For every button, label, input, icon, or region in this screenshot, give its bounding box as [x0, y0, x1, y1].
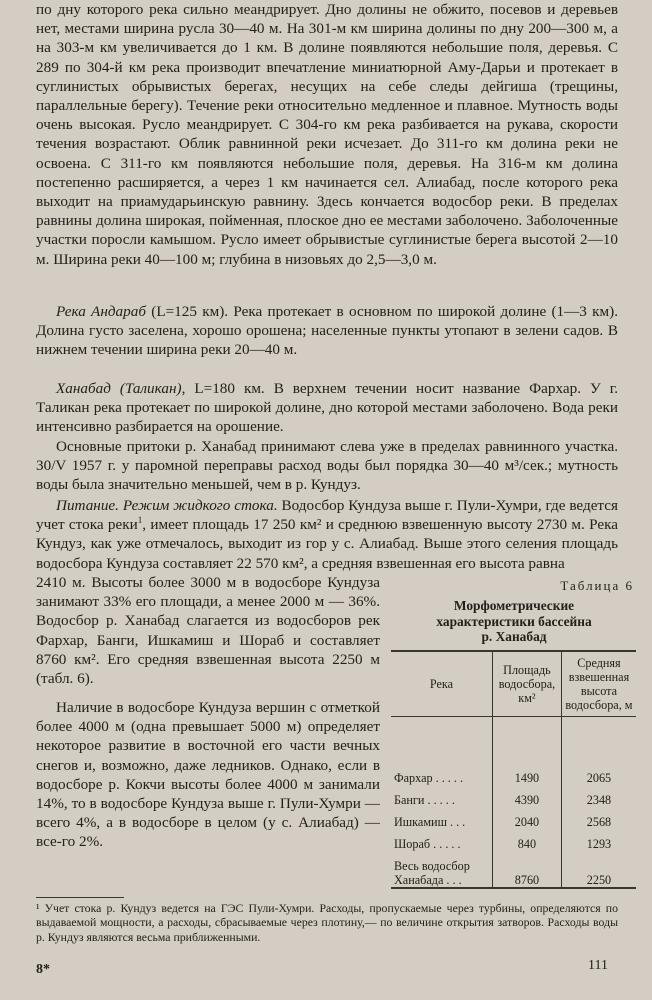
footnote: ¹ Учет стока р. Кундуз ведется на ГЭС Пули-Хумри. Расходы, пропускаемые через турбины, определяются по выдаваемой мощности, а расходы, сбрасываемые через плотину,— по величине открытия затворов. Расходы воды р. Кундуз являются весьма приближенными. — [36, 901, 618, 944]
page-signature: 8* — [36, 962, 50, 977]
table-header-row — [391, 651, 636, 717]
paragraph-feeding-cont: 2410 м. Высоты более 3000 м в водосборе Кундуза занимают 33% его площади, а менее 2000 м — 36%. Водосбор р. Ханабад слагается из водосборов рек Фархар, Банги, Ишкамиш и Шораб и составляет 8760 км². Его средняя взвешенная высота 2250 м (табл. 6). — [36, 574, 380, 688]
table-row: Банги . . . . . 4390 2348 — [391, 785, 636, 807]
paragraph-tributaries: Основные притоки р. Ханабад принимают слева уже в пределах равнинного участка. 30/V 1957 г. у паромной переправы расход воды был порядка 30—40 м³/сек.; мутность воды была значительно меньшей, чем в р. Кундуз. — [36, 438, 618, 494]
table-row: Шораб . . . . . 840 1293 — [391, 829, 636, 851]
section-heading-feeding: Питание. Режим жидкого стока. — [56, 497, 278, 514]
table-row-total: Весь водосбор Ханабада . . . 8760 2250 — [391, 851, 636, 888]
table-row: Фархар . . . . . 1490 2065 — [391, 717, 636, 786]
header-river: Река — [391, 651, 493, 717]
paragraph-feeding: Питание. Режим жидкого стока. Водосбор Кундуза выше г. Пули-Хумри, где ведется учет стока реки$^1$, имеет площадь 17 250 км² и среднюю взвешенную высоту 2730 м. Река Кундуз, как уже отмечалось, выходит из гор у с. Алиабад. Выше этого селения площадь водосбора Кундуза составляет 22 570 км², а средняя взвешенная его высота равна — [36, 497, 618, 572]
paragraph-glaciers: Наличие в водосборе Кундуза вершин с отметкой более 4000 м (одна превышает 5000 м) определяет некоторое развитие в восточной его части вечных снегов и, возможно, даже ледников. Однако, если в водосборе р. Кокчи высоты более 4000 м занимали 14%, то в водосборе Кундуза выше г. Пули-Хумри — всего 4%, а в водосборе в целом (у с. Алиабад) — все-го 2%. — [36, 699, 380, 851]
footnote-rule — [36, 897, 124, 898]
paragraph-khanabad: Ханабад (Таликан), L=180 км. В верхнем течении носит название Фархар. У г. Таликан река протекает по широкой долине, дно которой местами заболочено. Вода реки интенсивно разбирается на орошение. — [36, 380, 619, 436]
table-row: Ишкамиш . . . 2040 2568 — [391, 807, 636, 829]
table-title: Морфометрические характеристики бассейна р. Ханабад — [436, 598, 592, 644]
river-andarab-title: Река Андараб — [56, 303, 146, 320]
header-height: Средняя взвешенная высота водосбора, м — [561, 651, 636, 717]
page-number: 111 — [588, 958, 608, 973]
table-caption: Таблица 6 — [560, 578, 634, 593]
footnote-ref: 1 — [137, 515, 143, 526]
morphometric-table — [391, 650, 636, 889]
paragraph-andarab: Река Андараб (L=125 км). Река протекает в основном по широкой долине (1—3 км). Долина густо заселена, хорошо орошена; населенные пункты утопают в зелени садов. В нижнем течении ширина реки 20—40 м. — [36, 303, 619, 359]
header-area: Площадь водосбора, км² — [493, 651, 562, 717]
paragraph-kunduz-valley: по дну которого река сильно меандрирует. Дно долины не обжито, посевов и деревьев нет, местами ширина русла 30—40 м. На 301-м км ширина долины по дну 200—300 м, а на 303-м км увеличивается до 1 км. В долине появляются небольшие поля, деревья. С 289 по 304-й км река производит впечатление миниатюрной Аму-Дарьи и протекает в суглинистых обрывистых берегах, несущих на себе следы дейгиша (трещины, параллельные берегу). Течение реки относительно медленное и плавное. Мутность воды очень высокая. Русло меандрирует. С 304-го км река разбивается на рукава, скорости течения возрастают. Облик равнинной реки исчезает. До 311-го км долина реки не освоена. С 311-го км появляются небольшие поля, деревья. На 316-м км долина постепенно расширяется, а через 1 км начинается сел. Алиабад, после которого река выходит на приамударьинскую равнину. Здесь кончается водосбор реки. В пределах равнины долина широкая, пойменная, плоское дно ее местами заболочено. Заболоченные участки поросли камышом. Русло имеет обрывистые суглинистые берега высотой 2—10 м. Ширина реки 40—100 м; глубина в низовьях до 2,5—3,0 м. — [36, 1, 618, 268]
river-khanabad-title: Ханабад (Таликан) — [56, 380, 182, 397]
